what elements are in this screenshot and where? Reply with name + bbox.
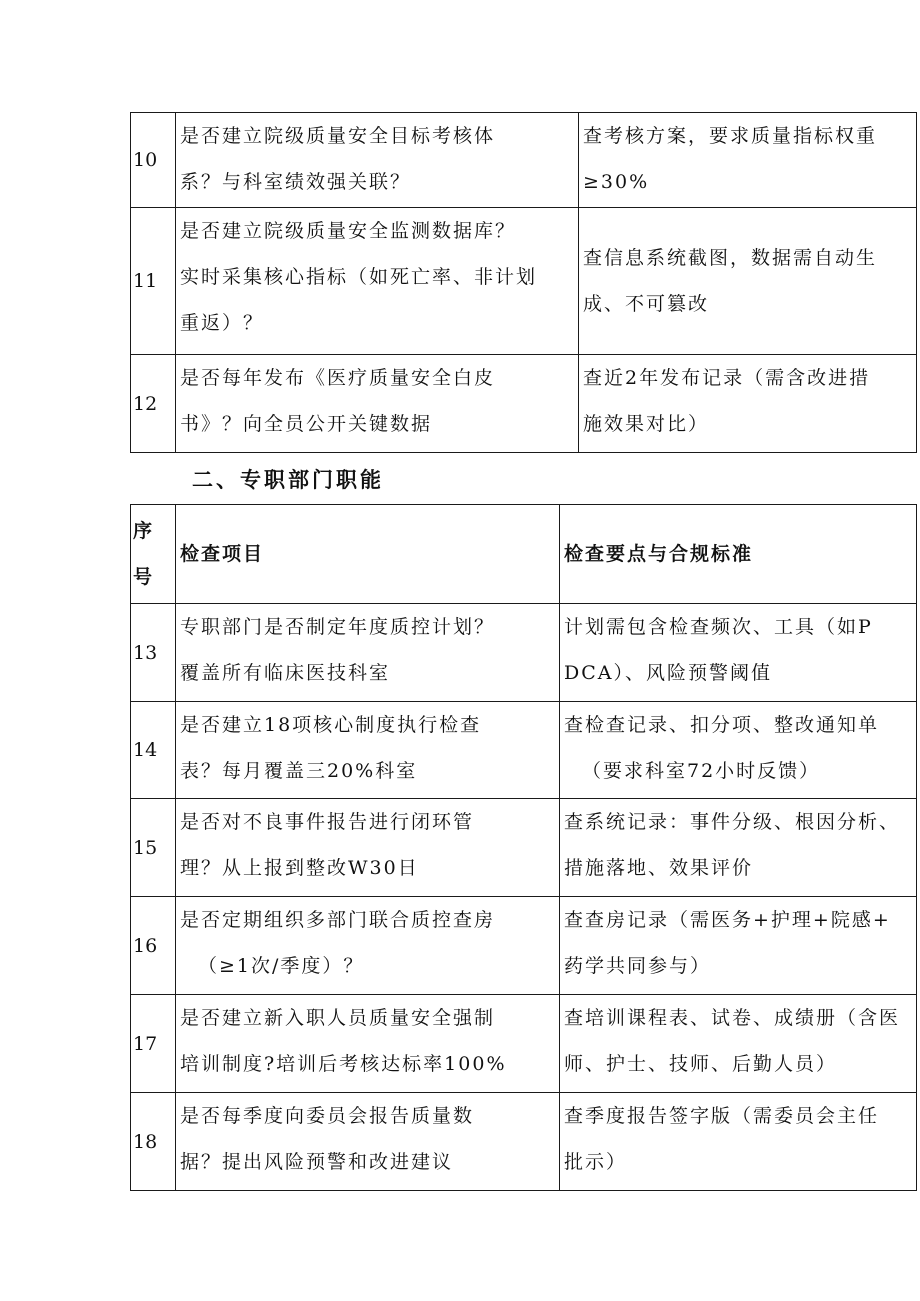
header-text: 序 [133,520,153,542]
text-line: 是否建立院级质量安全监测数据库？ [180,220,517,242]
check-standard [560,1093,917,1191]
text-line: 是否建立院级质量安全目标考核体 [180,125,496,147]
table-row [131,604,917,702]
text-line: 查信息系统截图，数据需自动生 [583,247,878,269]
table-row [131,702,917,799]
text-line: 是否对不良事件报告进行闭环管 [180,811,475,833]
text-line: ≥30% [583,171,650,193]
check-standard [560,995,917,1093]
text-line: 师、护士、技师、后勤人员） [564,1053,838,1075]
table-row [131,1093,917,1191]
row-number: 12 [131,355,176,453]
check-item [176,799,560,897]
text-line: 查查房记录（需医务+护理+院感+ [564,909,891,931]
header-check-item: 检查项目 [176,505,560,604]
text-line: 查检查记录、扣分项、整改通知单 [564,714,880,736]
row-number: 10 [131,113,176,208]
check-standard [560,604,917,702]
row-number: 16 [131,897,176,995]
check-item [176,897,560,995]
text-line: 查近2年发布记录（需含改进措 [583,367,871,389]
text-line: 是否每季度向委员会报告质量数 [180,1105,475,1127]
department-duties-table [130,504,917,1191]
check-standard [579,208,917,355]
text-line: 理？从上报到整改W30日 [180,857,419,879]
text-line: 系？与科室绩效强关联？ [180,171,412,193]
check-standard [579,113,917,208]
text-line: 专职部门是否制定年度质控计划？ [180,616,496,638]
check-item [176,113,579,208]
text-line: 实时采集核心指标（如死亡率、非计划 [180,266,538,288]
text-line: 批示） [564,1151,628,1173]
check-item [176,355,579,453]
table-row [131,113,917,208]
row-number: 15 [131,799,176,897]
row-number: 14 [131,702,176,799]
text-line: 药学共同参与） [564,955,712,977]
check-item [176,1093,560,1191]
header-check-standard: 检查要点与合规标准 [560,505,917,604]
table-header-row [131,505,917,604]
row-number: 13 [131,604,176,702]
text-line: 是否每年发布《医疗质量安全白皮 [180,367,496,389]
table-row [131,897,917,995]
check-standard [560,799,917,897]
check-standard [560,702,917,799]
text-line: 覆盖所有临床医技科室 [180,662,391,684]
text-line: 据？提出风险预警和改进建议 [180,1151,454,1173]
text-line: 成、不可篡改 [583,293,710,315]
table-row [131,995,917,1093]
text-line: （要求科室72小时反馈） [582,760,821,782]
text-line: 重返）？ [180,312,265,334]
text-line: 措施落地、效果评价 [564,857,754,879]
text-line: （≥1次/季度）？ [198,955,365,977]
row-number: 18 [131,1093,176,1191]
header-text: 号 [133,566,153,588]
text-line: 表？每月覆盖三20%科室 [180,760,418,782]
table-row [131,799,917,897]
header-number [131,505,176,604]
check-item [176,702,560,799]
table-row [131,208,917,355]
text-line: 计划需包含检查频次、工具（如P [564,616,873,638]
text-line: 施效果对比） [583,413,710,435]
text-line: 查培训课程表、试卷、成绩册（含医 [564,1007,901,1029]
text-line: 是否建立18项核心制度执行检查 [180,714,482,736]
text-line: 是否定期组织多部门联合质控查房 [180,909,496,931]
text-line: 培训制度?培训后考核达标率100% [180,1053,507,1075]
check-standard [560,897,917,995]
table-row [131,355,917,453]
row-number: 11 [131,208,176,355]
check-item [176,208,579,355]
text-line: 是否建立新入职人员质量安全强制 [180,1007,496,1029]
check-item [176,604,560,702]
section-heading: 二、专职部门职能 [192,468,384,492]
quality-goals-table [130,112,917,453]
check-item [176,995,560,1093]
check-standard [579,355,917,453]
text-line: 查系统记录：事件分级、根因分析、 [564,811,901,833]
text-line: 查季度报告签字版（需委员会主任 [564,1105,880,1127]
text-line: 书》？向全员公开关键数据 [180,413,433,435]
text-line: 查考核方案，要求质量指标权重 [583,125,878,147]
row-number: 17 [131,995,176,1093]
text-line: DCA）、风险预警阈值 [564,662,772,684]
